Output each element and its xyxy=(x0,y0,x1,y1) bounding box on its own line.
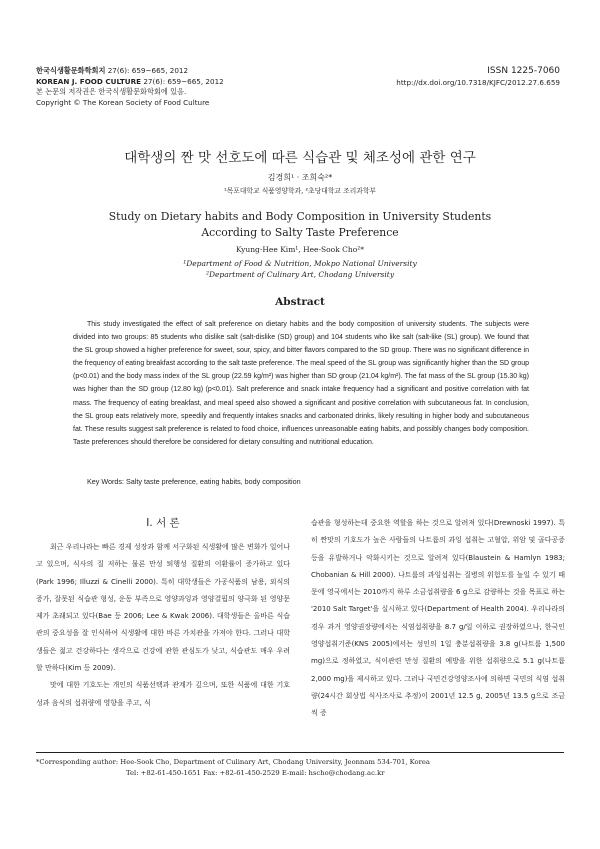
title-english xyxy=(0,209,600,241)
copyright-en: Copyright © The Korean Society of Food Culture xyxy=(36,97,210,107)
left-column xyxy=(36,539,290,712)
authors-korean: 김경희¹ · 조희숙²* xyxy=(267,173,333,182)
affiliations-english xyxy=(0,258,600,280)
copyright-ko: 본 논문의 저작권은 한국식생활문화학회에 있음. xyxy=(36,87,187,96)
contact-info: Tel: +82-61-450-1651 Fax: +82-61-450-2529 E-mail: hscho@chodang.ac.kr xyxy=(126,769,385,777)
footnote xyxy=(36,757,564,779)
title-english-line1: Study on Dietary habits and Body Composition in University Students xyxy=(108,210,492,223)
section-heading-introduction: Ⅰ. 서 론 xyxy=(146,517,180,529)
intro-paragraph-2: 맛에 대한 기호도는 개인의 식품선택과 관계가 깊으며, 또한 식품에 대한 기호성과 음식의 섭취량에 영향을 주고, 식 xyxy=(36,681,290,707)
intro-paragraph-1: 최근 우리나라는 빠른 경제 성장과 함께 서구화된 식생활에 많은 변화가 일어나고 있으며, 식사의 질 저하는 물론 만성 퇴행성 질환의 이환률이 증가하고 있다(Park 1996; Illuzzi & Cinelli 2000). 특히 대학생들은 가공식품의 남용, 외식의 증가, 잘못된 식습관 형성, 운동 부족으로 영양과잉과 영양결핍의 양극화 된 영양문제가 초래되고 있다(Bae 등 2006; Lee & Kwak 2006). 대학생들은 올바른 식습관의 중요성을 잘 인식하여 식생활에 대한 바른 가치관을 가져야 한다. 그러나 대학생들은 젊고 건강하다는 생각으로 건강에 관한 관심도가 낮고, 식습관도 매우 우려할 만하다(Kim 등 2009). xyxy=(36,543,290,673)
abstract-body: This study investigated the effect of salt preference on dietary habits and the body composition of university students. The subjects were divided into two groups: 85 students who dislike salt (salt-dislike (SD) group) and 104 students who like salt (salt-like (SL) group). We found that the SL group showed a higher preference for sweet, sour, spicy, and bitter flavors compared to the SD group. There was no significant difference in the frequency of eating breakfast according to the salt taste preference. The meal speed of the SL group was significantly higher than the SD group (p<0.01) and the body mass index of the SL group (22.59 kg/m²) was higher than SD group (21.04 kg/m²). The fat mass of the SL group (15.30 kg) was higher than the SD group (12.80 kg) (p<0.01). Salt preference and snack intake frequency had a significant and positive correlation with fat mass. The frequency of eating breakfast, and meal speed also showed a significant and positive correlation with subcutaneous fat. In conclusion, the SL group eats relatively more, speedily and frequently intakes snacks and carbonated drinks, likely resulting in higher body and subcutaneous fat. These results suggest salt preference is related to food choice, influences unreasonable eating habits, and possibly changes body composition. Taste preferences should therefore be considered for dietary consulting and nutritional education. xyxy=(73,321,529,446)
journal-en-name: KOREAN J. FOOD CULTURE xyxy=(36,76,142,86)
title-korean: 대학생의 짠 맛 선호도에 따른 식습관 및 체조성에 관한 연구 xyxy=(124,150,476,166)
authors-english: Kyung-Hee Kim¹, Hee-Sook Cho²* xyxy=(236,245,364,254)
affiliations-korean: ¹목포대학교 식품영양학과, ²초당대학교 조리과학부 xyxy=(224,187,376,195)
abstract-heading: Abstract xyxy=(275,296,325,308)
title-english-line2: According to Salty Taste Preference xyxy=(201,226,399,239)
footnote-divider xyxy=(36,752,564,753)
affiliation-1: ¹Department of Food & Nutrition, Mokpo National University xyxy=(183,259,417,268)
right-column xyxy=(311,515,565,723)
journal-header xyxy=(36,66,224,108)
journal-en-issue: 27(6): 659~665, 2012 xyxy=(141,76,224,86)
intro-paragraph-continued: 습관을 형성하는데 중요한 역할을 하는 것으로 알려져 있다(Drewnoski 1997). 특히 짠맛의 기호도가 높은 사람들의 나트륨의 과잉 섭취는 고혈압, 위암 및 골다공증 등을 유발하거나 악화시키는 것으로 알려져 있다(Blaustein & Hamlyn 1983; Chobanian & Hill 2000). 나트륨의 과잉섭취는 질병의 위험도를 높일 수 있기 때문에 영국에서는 2010까지 하루 소금섭취량을 6 g으로 감량하는 것을 목표로 하는 '2010 Salt Target'을 실시하고 있다(Department of Health 2004). 우리나라의 경우 과거 영양권장량에서는 식염섭취량을 8.7 g/일 이하로 권장하였으나, 한국인영양섭취기준(KNS 2005)에서는 성인의 1일 충분섭취량을 3.8 g(나트륨 1,500 mg)으로 정하였고, 식이관련 만성 질환의 예방을 위한 섭취량으로 5.1 g(나트륨 2,000 mg)을 제시하고 있다. 그러나 국민건강영양조사에 의하면 국민의 식염 섭취량(24시간 회상법 식사조사로 추정)이 2001년 12.5 g, 2005년 13.5 g으로 조금씩 증 xyxy=(311,519,565,718)
keywords: Key Words: Salty taste preference, eating habits, body composition xyxy=(87,477,301,486)
journal-ko-issue: 27(6): 659~665, 2012 xyxy=(105,66,189,75)
doi-link[interactable]: http://dx.doi.org/10.7318/KJFC/2012.27.6.659 xyxy=(396,78,560,87)
journal-en-line xyxy=(36,77,224,88)
corresponding-author: *Corresponding author: Hee-Sook Cho, Department of Culinary Art, Chodang University, Jeonnam 534-701, Korea xyxy=(36,758,430,766)
issn: ISSN 1225-7060 xyxy=(487,66,560,76)
journal-ko-line xyxy=(36,66,224,77)
issn-block xyxy=(396,66,560,88)
affiliation-2: ²Department of Culinary Art, Chodang University xyxy=(205,270,395,279)
journal-ko-name: 한국식생활문화학회지 xyxy=(36,66,106,75)
